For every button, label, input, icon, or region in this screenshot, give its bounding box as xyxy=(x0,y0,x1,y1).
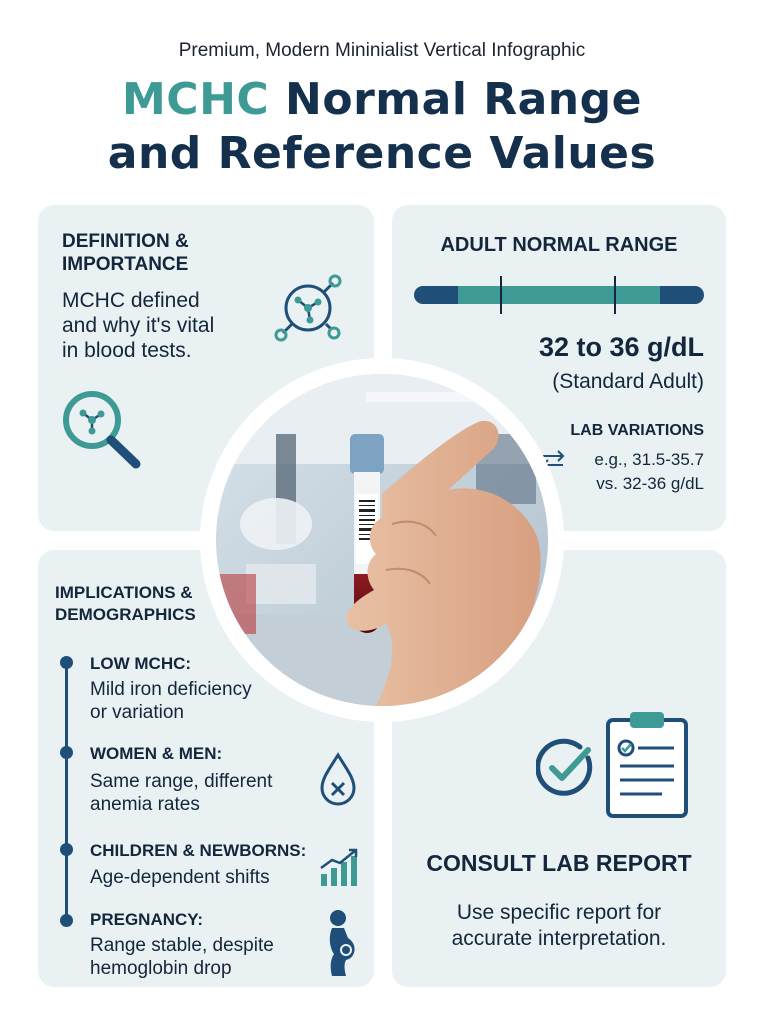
lab-variations-heading: LAB VARIATIONS xyxy=(570,422,704,439)
clipboard-icon xyxy=(604,708,690,820)
item-low-mchc-body xyxy=(90,678,252,724)
item-line: anemia rates xyxy=(90,794,200,815)
timeline-dot xyxy=(60,843,73,856)
definition-body-line: in blood tests. xyxy=(62,339,192,362)
item-women-men-body xyxy=(90,770,272,816)
page-title-line2: and Reference Values xyxy=(107,128,657,179)
item-line: Age-dependent shifts xyxy=(90,867,270,888)
item-line: or variation xyxy=(90,702,184,723)
implications-heading-line1: IMPLICATIONS & xyxy=(55,583,193,602)
title-accent: MCHC xyxy=(122,74,270,125)
item-pregnancy-title: PREGNANCY: xyxy=(90,910,204,929)
definition-heading-line1: DEFINITION & xyxy=(62,231,189,252)
range-note: (Standard Adult) xyxy=(552,370,704,393)
timeline-dot xyxy=(60,914,73,927)
definition-heading-line2: IMPORTANCE xyxy=(62,254,189,275)
magnifier-molecule-icon xyxy=(58,388,148,474)
lab-variation-range: e.g., 31.5-35.7 xyxy=(594,450,704,469)
pregnancy-icon xyxy=(320,908,360,978)
consult-body xyxy=(392,900,726,952)
item-children-title: CHILDREN & NEWBORNS: xyxy=(90,841,307,860)
definition-body xyxy=(62,288,214,363)
definition-heading xyxy=(62,230,189,276)
blood-sample-photo xyxy=(216,374,548,706)
item-line: Same range, different xyxy=(90,771,273,792)
item-children-body xyxy=(90,866,270,889)
range-value: 32 to 36 g/dL xyxy=(538,332,704,362)
item-pregnancy-body xyxy=(90,934,274,980)
consult-heading: CONSULT LAB REPORT xyxy=(426,850,692,876)
item-women-men-title: WOMEN & MEN: xyxy=(90,744,223,763)
range-tick-low xyxy=(500,276,502,314)
definition-body-line: and why it's vital xyxy=(62,314,215,337)
title-rest: Normal Range xyxy=(269,74,642,125)
check-circle-icon xyxy=(536,738,596,798)
consult-body-line: Use specific report for xyxy=(456,901,662,924)
item-line: Range stable, despite xyxy=(90,935,274,956)
adult-range-heading: ADULT NORMAL RANGE xyxy=(440,234,678,256)
definition-body-line: MCHC defined xyxy=(62,289,200,312)
lab-variation-compare: vs. 32-36 g/dL xyxy=(596,474,704,493)
page-title xyxy=(0,74,764,125)
timeline-line xyxy=(65,662,68,920)
consult-body-line: accurate interpretation. xyxy=(451,927,667,950)
item-line: Mild iron deficiency xyxy=(90,679,252,700)
item-line: hemoglobin drop xyxy=(90,958,232,979)
range-bar-high xyxy=(660,286,704,304)
range-bar-low xyxy=(414,286,458,304)
item-low-mchc-title: LOW MCHC: xyxy=(90,654,192,673)
timeline-dot xyxy=(60,746,73,759)
range-bar-normal xyxy=(458,286,660,304)
blood-sample-tube-photo xyxy=(216,374,548,706)
infographic-subtitle: Premium, Modern Mininialist Vertical Infographic xyxy=(178,40,586,61)
implications-heading xyxy=(55,582,196,626)
range-bar xyxy=(414,286,704,304)
molecule-icon xyxy=(272,272,344,344)
implications-heading-line2: DEMOGRAPHICS xyxy=(55,605,196,624)
blood-drop-x-icon xyxy=(318,752,358,808)
growth-chart-icon xyxy=(318,846,362,888)
timeline-dot xyxy=(60,656,73,669)
range-tick-high xyxy=(614,276,616,314)
